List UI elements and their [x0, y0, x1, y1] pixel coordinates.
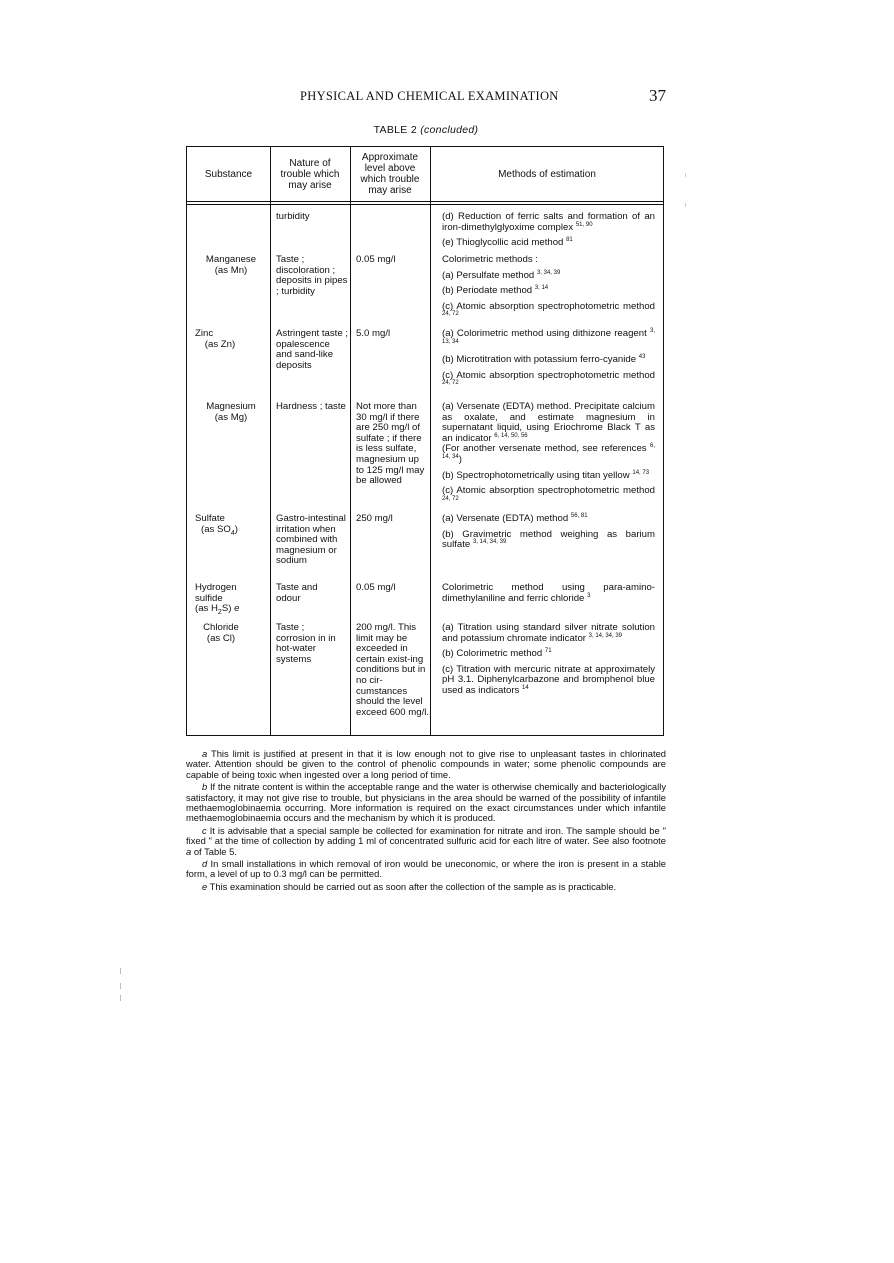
magnesium-methods — [442, 402, 655, 512]
method-item: (For another versenate method, see references $^{6, 14, 34}$) — [442, 443, 656, 465]
margin-mark — [120, 983, 121, 989]
magnesium-nature: Hardness ; taste — [276, 401, 346, 412]
column-header-methods: Methods of estimation — [498, 168, 596, 180]
manganese-methods — [442, 255, 655, 328]
data-table — [186, 146, 664, 736]
footnotes — [186, 749, 666, 894]
column-header-substance: Substance — [204, 168, 253, 180]
zinc-level: 5.0 mg/l — [356, 328, 391, 339]
sulfate-nature: Gastro-intestinal irritation when combined with magnesium or sodium — [276, 513, 346, 567]
header-rule — [187, 201, 663, 202]
substance-chloride: Chloride (as Cl) — [203, 622, 239, 644]
method-item: (c) Atomic absorption spectrophotometric method $^{24, 72}$ — [442, 369, 655, 387]
column-divider — [430, 147, 431, 735]
manganese-level: 0.05 mg/l — [356, 254, 396, 265]
table-caption — [186, 124, 666, 136]
margin-mark — [120, 968, 121, 974]
method-item: (b) Gravimetric method weighing as barium sulfate $^{3, 14, 34, 39}$ — [442, 528, 655, 551]
column-header-level: Approximate level above which trouble may arise — [360, 152, 420, 196]
zinc-nature: Astringent taste ; opalescence and sand-like deposits — [276, 328, 348, 371]
table-caption-note: (concluded) — [420, 124, 479, 136]
footnote: c It is advisable that a special sample be collected for examination for nitrate and iron. The sample should be " fixed " at the time of collection by adding 1 ml of concentrated sulfuric acid for each litre of water. See also footnote a of Table 5. — [186, 824, 667, 857]
substance-sulfate: Sulfate (as $SO_4$) — [195, 513, 238, 537]
chloride-level: 200 mg/l. This limit may be exceeded in certain exist-ing conditions but in no cir-cumstances should the level exceed 600 mg/l. — [356, 622, 430, 718]
method-item: (b) Spectrophotometrically using titan yellow $^{14, 73}$ — [442, 469, 650, 481]
running-title: PHYSICAL AND CHEMICAL EXAMINATION — [300, 89, 559, 103]
method-item: (a) Titration using standard silver nitrate solution and potassium chromate indicator $^{3, 14, 34, 39}$ — [442, 622, 655, 644]
method-item: (a) Versenate (EDTA) method $^{56, 81}$ — [442, 512, 588, 524]
method-item: (b) Microtitration with potassium ferro-cyanide $^{43}$ — [442, 354, 646, 366]
zinc-methods — [442, 329, 655, 397]
footnote: e This examination should be carried out as soon after the collection of the sample as is practicable. — [202, 880, 617, 892]
column-divider — [350, 147, 351, 735]
method-item: (b) Periodate method $^{3, 14}$ — [442, 285, 549, 297]
margin-mark — [120, 995, 121, 1001]
hydrogen-sulfide-level: 0.05 mg/l — [356, 582, 396, 593]
sulfate-methods — [442, 514, 655, 556]
chloride-methods — [442, 623, 655, 702]
margin-mark — [685, 173, 686, 177]
substance-manganese: Manganese (as Mn) — [205, 254, 257, 276]
method-item: Colorimetric method using para-amino-dimethylaniline and ferric chloride $^3$ — [442, 582, 655, 604]
substance-zinc: Zinc (as Zn) — [195, 328, 236, 350]
iron-nature: turbidity — [276, 211, 310, 222]
method-item: (b) Colorimetric method $^{71}$ — [442, 648, 552, 660]
method-item: (a) Persulfate method $^{3, 34, 39}$ — [442, 269, 561, 281]
footnote: a This limit is justified at present in that it is low enough not to give rise to unpleasant tastes in chlorinated water. Attention should be given to the control of phenolic compounds in water; some phenolic compounds are capable of being toxic when ingested over a long period of time. — [186, 748, 667, 780]
magnesium-level: Not more than 30 mg/l if there are 250 mg/l of sulfate ; if there is less sulfate, magnesium up to 125 mg/l may be allowed — [356, 401, 425, 487]
method-item: (c) Atomic absorption spectrophotometric method $^{24, 72}$ — [442, 485, 655, 502]
method-item: (d) Reduction of ferric salts and formation of an iron-dimethylglyoxime complex $^{51, 90}$ — [442, 211, 655, 233]
column-divider — [270, 147, 271, 735]
table-label: TABLE 2 — [373, 124, 417, 136]
method-item: (a) Versenate (EDTA) method. Precipitate calcium as oxalate, and estimate magnesium in supernatant liquid, using Eriochrome Black T as an indicator $^{6, 14, 50, 56}$ — [442, 401, 655, 444]
method-item: (c) Atomic absorption spectrophotometric method $^{24, 72}$ — [442, 300, 655, 318]
page-number: 37 — [649, 86, 666, 105]
column-header-nature: Nature of trouble which may arise — [280, 157, 340, 191]
footnote: d In small installations in which removal of iron would be uneconomic, or where the iron is present in a stable form, a level of up to 0.3 mg/l can be permitted. — [186, 858, 666, 880]
margin-mark — [685, 203, 686, 207]
substance-hydrogen-sulfide: Hydrogen sulfide (as $H_2S$) e — [195, 582, 240, 617]
method-item: (a) Colorimetric method using dithizone reagent $^{3, 13, 34}$ — [442, 327, 655, 345]
hydrogen-sulfide-nature: Taste and odour — [276, 582, 318, 604]
hydrogen-sulfide-methods — [442, 583, 655, 609]
substance-magnesium: Magnesium (as Mg) — [206, 401, 256, 423]
method-item: (c) Titration with mercuric nitrate at approximately pH 3.1. Diphenylcarbazone and bromphenol blue used as indicators $^{14}$ — [442, 663, 655, 696]
method-intro: Colorimetric methods : — [442, 254, 538, 265]
method-item: (e) Thioglycollic acid method $^{81}$ — [442, 237, 573, 249]
manganese-nature: Taste ; discoloration ; deposits in pipes ; turbidity — [276, 254, 348, 297]
footnote: b If the nitrate content is within the acceptable range and the water is otherwise chemically and bacteriologically satisfactory, it may not give rise to trouble, but physicians in the area should be warned of the possibility of infantile methaemoglobinaemia occurring. More information is required on the exact circumstances under which infantile methaemoglobinaemia occurs and the mechanism by which it is produced. — [186, 781, 667, 824]
sulfate-level: 250 mg/l — [356, 513, 393, 524]
iron-methods — [442, 212, 655, 254]
chloride-nature: Taste ; corrosion in in hot-water systems — [276, 622, 336, 665]
header-rule — [187, 204, 663, 205]
